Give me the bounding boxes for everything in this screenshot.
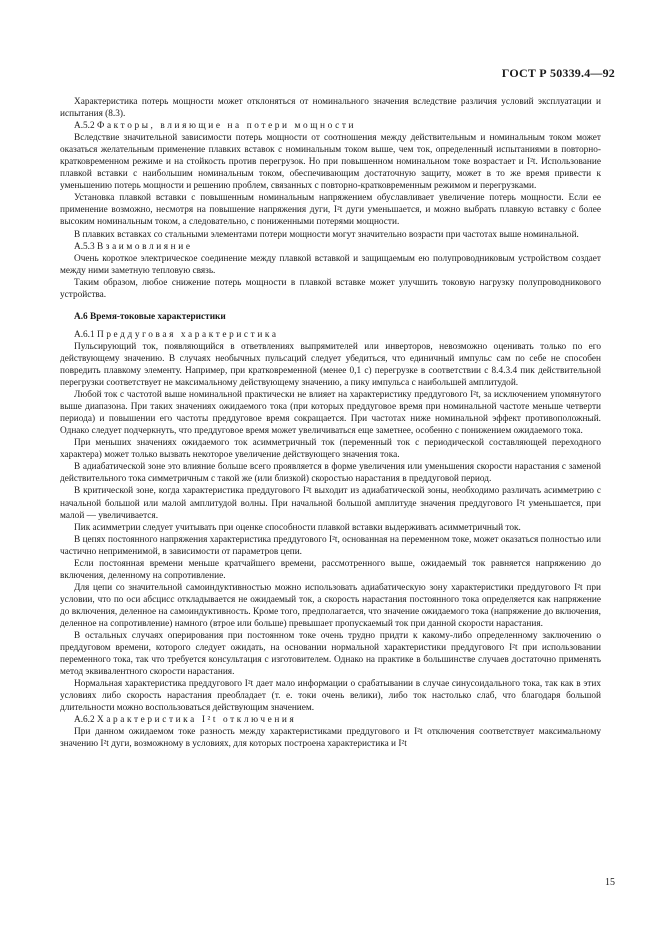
subsection-heading: [60, 120, 601, 132]
page-number: 15: [605, 877, 615, 888]
paragraph: Очень короткое электрическое соединение между плавкой вставкой и защищаемым ею полупроводниковым устройством создает между ними заметную тепловую связь.: [60, 253, 601, 276]
subsection-heading: [60, 714, 601, 726]
subsection-heading: [60, 241, 601, 253]
paragraph: Вследствие значительной зависимости потерь мощности от соотношения между действительным и номинальным током может оказаться желательным применение плавких вставок с номинальным током выше, чем ток, определенный испытаниями в повторно-кратковременном режиме и на стойкость против перегрузок. Но при повышенном номинальном токе возрастает и I²t. Использование плавкой вставки с наибольшим номинальным током, обеспечивающим достаточную защиту, может в то же время привести к уменьшению потерь мощности и решению проблем, связанных с повторно-кратковременным режимом и перегрузками.: [60, 133, 601, 192]
paragraph: При меньших значениях ожидаемого ток асимметричный ток (переменный ток с периодической составляющей переходного характера) может только вызвать некоторое увеличение действующего значения тока.: [60, 438, 601, 461]
section-heading: А.6 Время-токовые характеристики: [74, 311, 226, 322]
subsection-number: А.6.1: [74, 329, 95, 340]
paragraph: Если постоянная времени меньше кратчайшего времени, рассмотренного выше, ожидаемый ток равняется напряжению до включения, деленному на сопротивление.: [60, 558, 601, 581]
document-body: [60, 96, 601, 750]
paragraph: В цепях постоянного напряжения характеристика преддугового I²t, основанная на переменном токе, может оказаться полностью или частично неприменимой, в зависимости от параметров цепи.: [60, 534, 601, 557]
subsection-title: Характеристика I²t отключения: [97, 715, 297, 726]
paragraph: В адиабатической зоне это влияние больше всего проявляется в форме увеличения или уменьшения скорости нарастания с заменой действительного тока симметричным с такой же (или близкой) скоростью нарастания в преддуговой период.: [60, 462, 601, 485]
subsection-heading: [60, 329, 601, 341]
paragraph: Установка плавкой вставки с повышенным номинальным напряжением обуславливает увеличение потерь мощности. Если ее применение возможно, несмотря на повышение напряжения дуги, I²t дуги уменьшается, и можно выбрать плавкую вставку с более высоким номинальным током, а следовательно, с пониженными потерями мощности.: [60, 193, 601, 228]
subsection-number: А.6.2: [74, 715, 95, 726]
paragraph: Пульсирующий ток, появляющийся в ответвлениях выпрямителей или инверторов, невозможно оценивать только по его действующему значению. В случаях необычных пульсаций следует убедиться, что единичный импульс сам по себе не способен повредить плавкому элементу. Например, при кратковременной (менее 0,1 с) перегрузке в соответствии с 8.4.3.4 пик действительной перегрузки соответствует не максимальному действующему значению, а пику импульса с наибольшей амплитудой.: [60, 341, 601, 389]
paragraph: Нормальная характеристика преддугового I²t дает мало информации о срабатывании в случае синусоидального тока, так как в этих условиях либо скорость нарастания преобладает (т. е. токи очень велики), либо ток настолько слаб, что благодаря большой длительности можно воспользоваться действующим значением.: [60, 679, 601, 714]
paragraph: В остальных случаях оперирования при постоянном токе очень трудно придти к какому-либо определенному заключению о преддуговом времени, которого следует ожидать, на основании нормальной характеристики преддугового I²t при использовании переменного тока, так что требуется консультация с изготовителем. Однако на практике в большинстве случаев достаточно применять метод эквивалентного скорости нарастания.: [60, 631, 601, 678]
paragraph: В критической зоне, когда характеристика преддугового I²t выходит из адиабатической зоны, необходимо различать асимметрию с начальной большой или малой амплитудой волны. При начальной большой амплитуде значения преддугового I²t уменьшается, при малой — увеличивается.: [60, 486, 601, 521]
paragraph: В плавких вставках со стальными элементами потери мощности могут значительно возрасти при частотах выше номинальной.: [74, 229, 579, 240]
subsection-number: А.5.2: [74, 121, 95, 132]
subsection-number: А.5.3: [74, 241, 95, 252]
paragraph: Любой ток с частотой выше номинальной практически не влияет на характеристику преддугового I²t, за исключением упомянутого выше диапазона. При таких значениях ожидаемого тока (при которых преддуговое время при номинальной частоте меньше четверти периода) и повышении его частоты преддуговое время сокращается. При частотах ниже номинальной эффект противоположный. Однако следует подчеркнуть, что преддуговое время может увеличиваться еще заметнее, особенно с понижением ожидаемого тока.: [60, 390, 601, 437]
subsection-title: Взаимовлияние: [97, 241, 193, 252]
paragraph: При данном ожидаемом токе разность между характеристиками преддугового и I²t отключения соответствует максимальному значению I²t дуги, возможному в условиях, для которых построена характеристика и I²t: [60, 727, 601, 750]
paragraph: Характеристика потерь мощности может отклоняться от номинального значения вследствие различия условий эксплуатации и испытания (8.3).: [60, 97, 601, 120]
paragraph: Пик асимметрии следует учитывать при оценке способности плавкой вставки выдерживать асимметричный ток.: [74, 522, 521, 533]
paragraph: Таким образом, любое снижение потерь мощности в плавкой вставке может улучшить токовую нагрузку полупроводникового устройства.: [60, 277, 601, 300]
subsection-title: Факторы, влияющие на потери мощности: [97, 121, 357, 132]
paragraph: Для цепи со значительной самоиндуктивностью можно использовать адиабатическую зону характеристики преддугового I²t при условии, что по оси абсцисс откладывается не ожидаемый ток, а скорость нарастания постоянного тока определяется как напряжение до включения, деленное на самоиндуктивность. Кроме того, предполагается, что значение ожидаемого тока (напряжение до включения, деленное на сопротивление) намного (втрое или больше) превышает пропускаемый ток при данной скорости нарастания.: [60, 582, 601, 629]
spacer: [60, 301, 601, 307]
document-header: ГОСТ Р 50339.4—92: [501, 66, 615, 80]
subsection-title: Преддуговая характеристика: [97, 329, 279, 340]
